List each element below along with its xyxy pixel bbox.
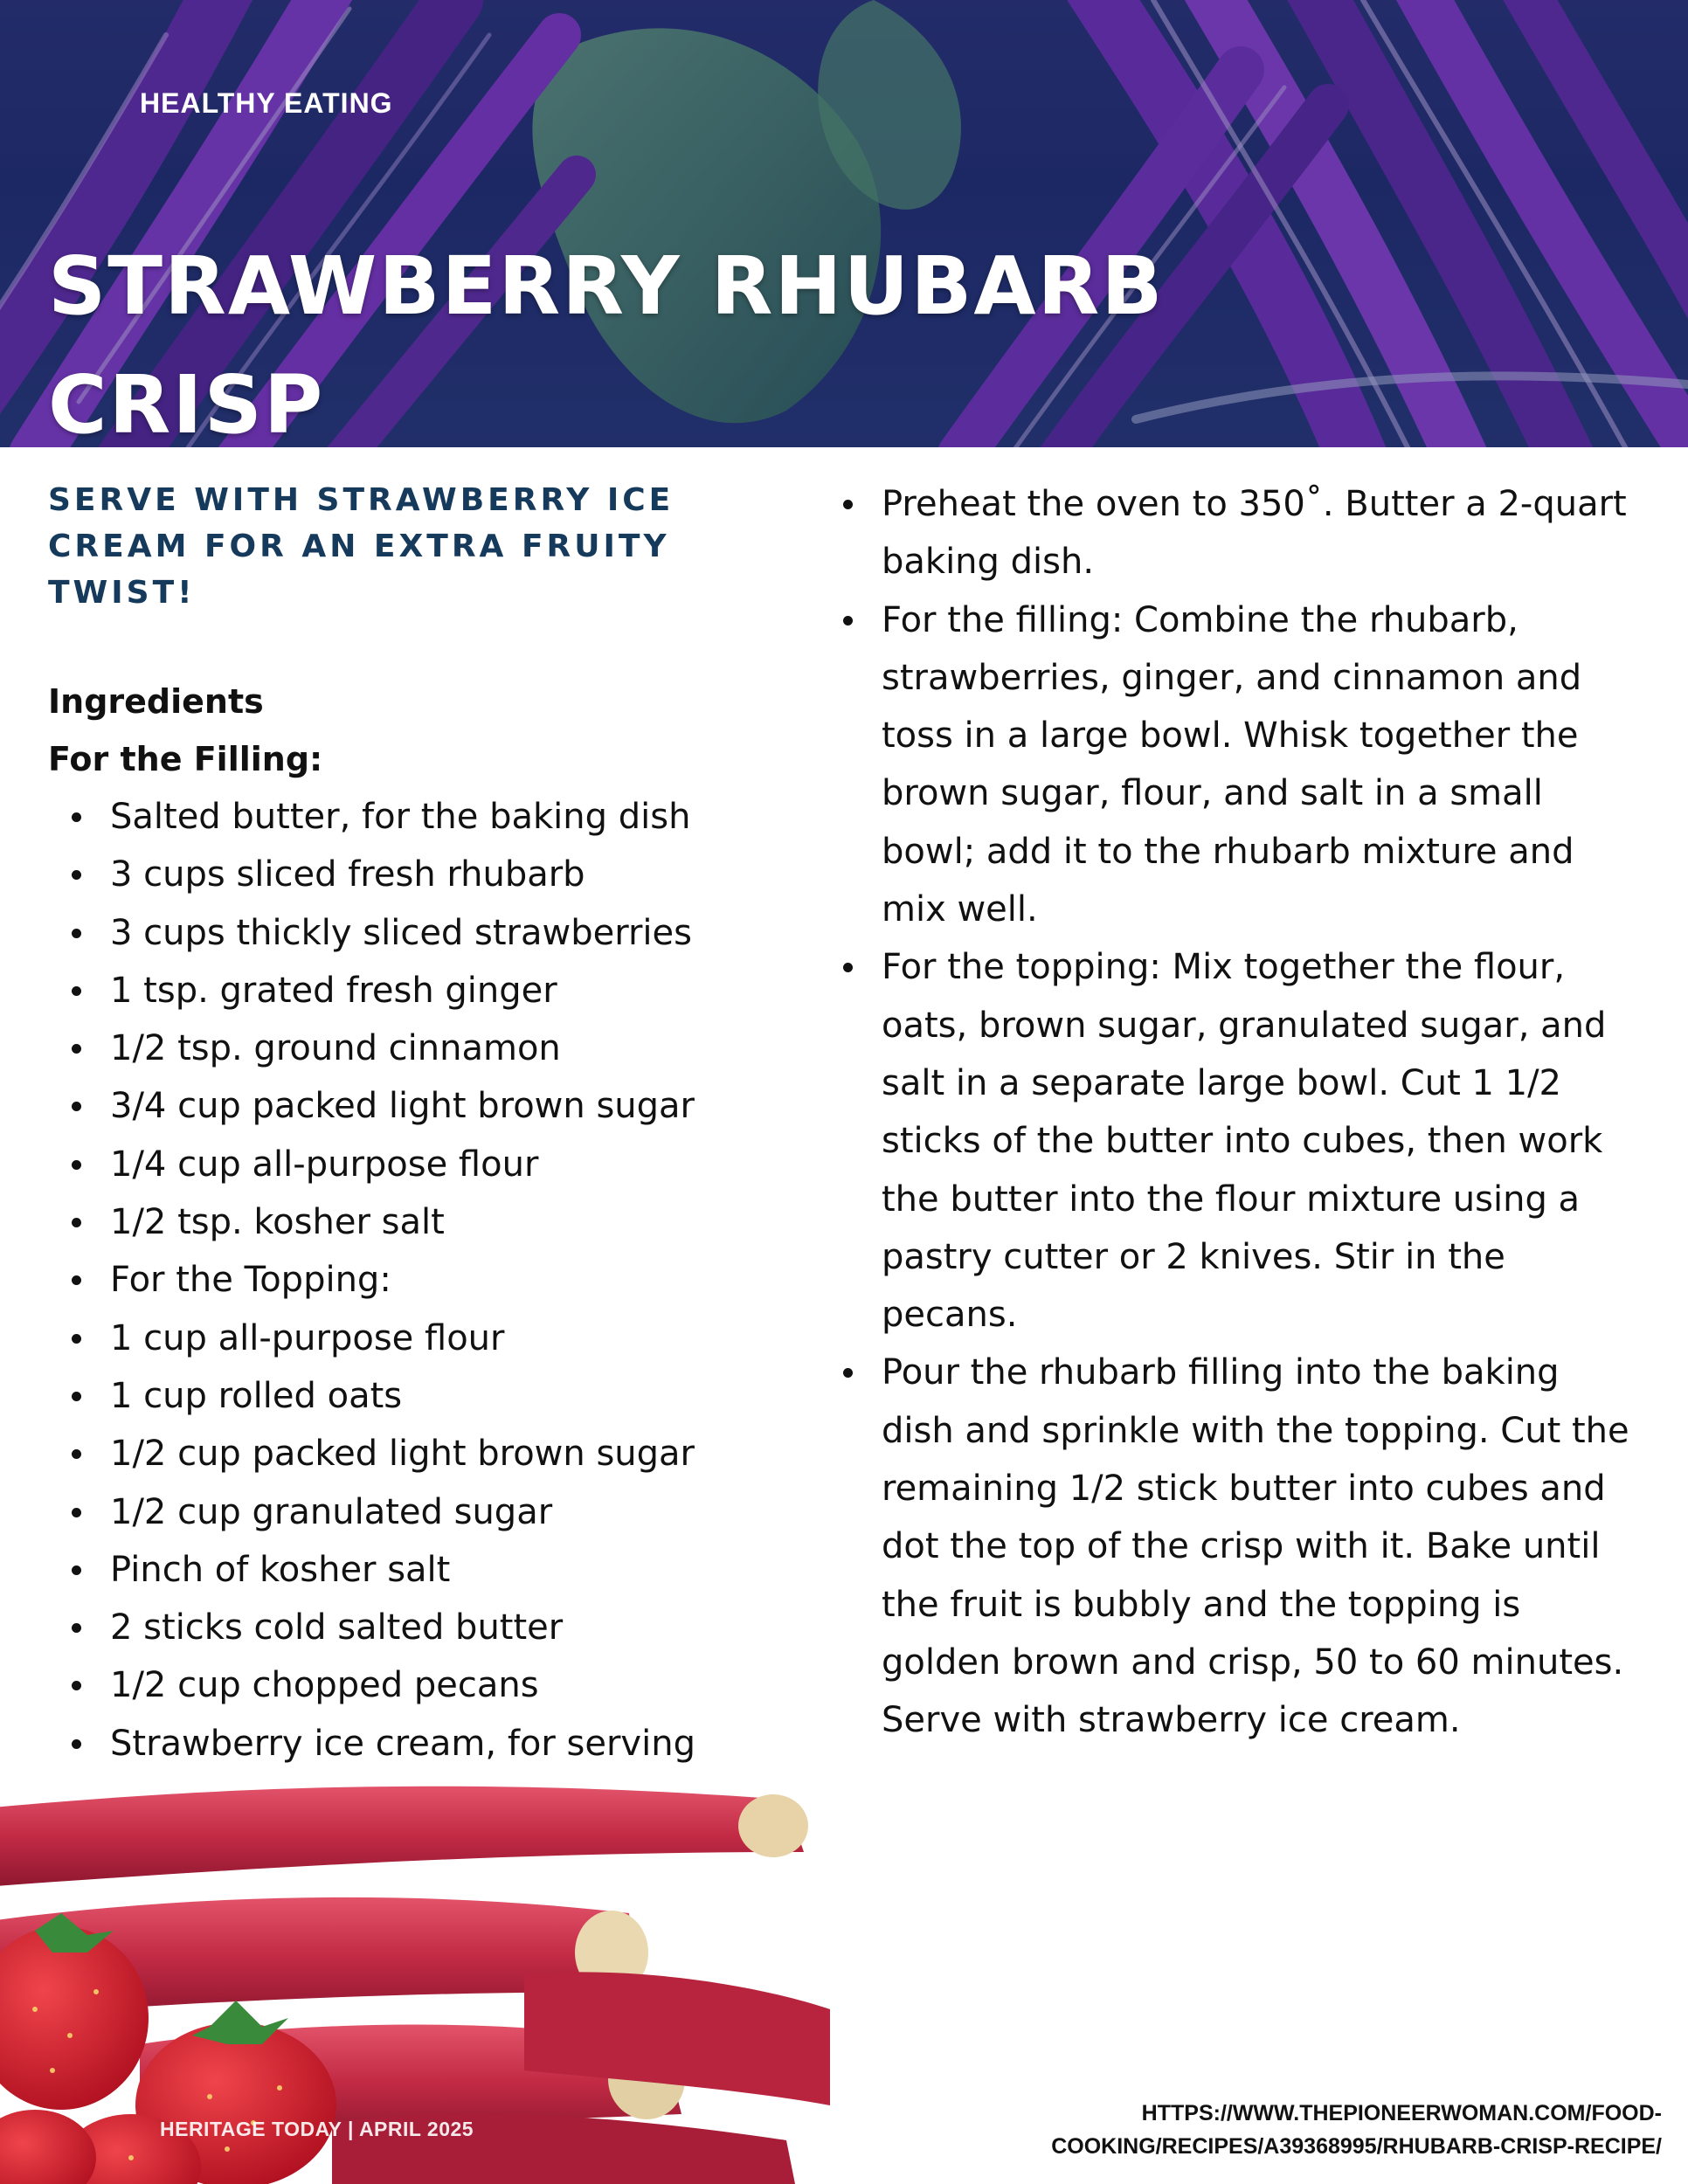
ingredient-item: 1/2 tsp. kosher salt [72,1193,823,1251]
ingredient-item: 1/2 cup granulated sugar [72,1483,823,1541]
ingredient-item: 1 tsp. grated fresh ginger [72,962,823,1019]
serving-tagline: SERVE WITH STRAWBERRY ICE CREAM FOR AN EXTRA FRUITY TWIST! [48,482,675,611]
instruction-step: For the filling: Combine the rhubarb, strawberries, ginger, and cinnamon and toss in a large bowl. Whisk together the brown sugar, flour, and salt in a small bowl; add it to the rhubarb mixture and mix well. [843,591,1629,939]
ingredient-item: 3 cups sliced fresh rhubarb [72,846,823,903]
ingredient-item: 1 cup all-purpose flour [72,1310,823,1367]
source-url [875,2097,1662,2163]
ingredient-item: 3/4 cup packed light brown sugar [72,1077,823,1135]
header-banner [0,0,1688,447]
source-url-line-2: COOKING/RECIPES/A39368995/RHUBARB-CRISP-RECIPE/ [1051,2134,1662,2159]
section-kicker: HEALTHY EATING [140,87,393,119]
instructions-list [843,475,1629,1750]
ingredient-item: 3 cups thickly sliced strawberries [72,904,823,962]
ingredient-item: Salted butter, for the baking dish [72,788,823,846]
ingredients-heading: Ingredients [48,682,264,721]
recipe-title-line-2: CRISP [48,358,325,447]
ingredient-item: 1/4 cup all-purpose flour [72,1136,823,1193]
source-url-line-1: HTTPS://WWW.THEPIONEERWOMAN.COM/FOOD- [1141,2101,1662,2125]
instruction-step: For the topping: Mix together the flour, oats, brown sugar, granulated sugar, and salt in a separate large bowl. Cut 1 1/2 sticks of the butter into cubes, then work the butter into the flour mixture using a pastry cutter or 2 knives. Stir in the pecans. [843,938,1629,1344]
filling-subheading: For the Filling: [48,740,323,778]
instruction-step: Pour the rhubarb filling into the baking dish and sprinkle with the topping. Cut the remaining 1/2 stick butter into cubes and dot the top of the crisp with it. Bake until the fruit is bubbly and the topping is golden brown and crisp, 50 to 60 minutes. Serve with strawberry ice cream. [843,1344,1629,1749]
ingredient-item: 2 sticks cold salted butter [72,1599,823,1656]
ingredient-item: Pinch of kosher salt [72,1541,823,1599]
publication-credit: HERITAGE TODAY | APRIL 2025 [160,2118,474,2140]
ingredient-item: 1/2 tsp. ground cinnamon [72,1019,823,1077]
ingredient-item: 1/2 cup chopped pecans [72,1656,823,1714]
ingredient-item: Strawberry ice cream, for serving [72,1715,823,1773]
ingredient-item: 1 cup rolled oats [72,1367,823,1425]
instruction-step: Preheat the oven to 350˚. Butter a 2-quart baking dish. [843,475,1629,591]
ingredient-item: 1/2 cup packed light brown sugar [72,1425,823,1482]
ingredient-item: For the Topping: [72,1251,823,1309]
ingredients-list [72,788,823,1773]
recipe-title-line-1: STRAWBERRY RHUBARB [48,239,1165,333]
recipe-title [48,227,1184,447]
